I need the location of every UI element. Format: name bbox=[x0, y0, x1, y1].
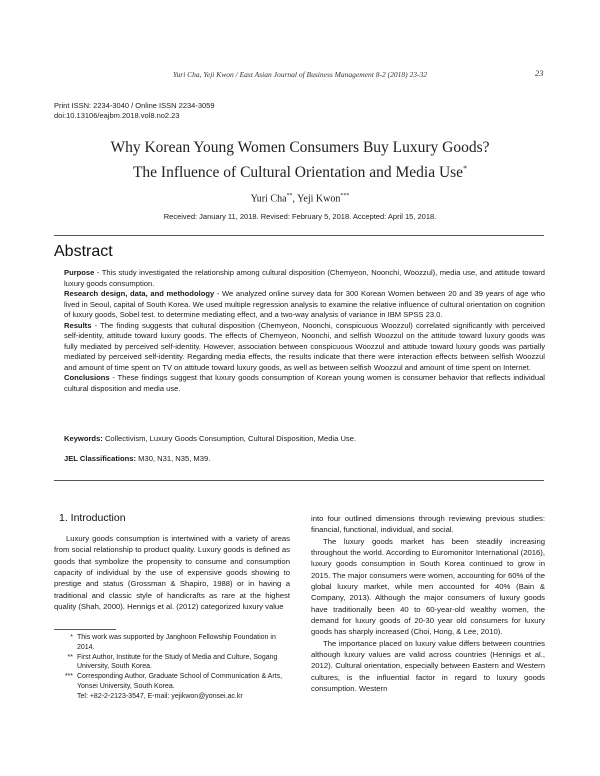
intro-paragraph-2: The luxury goods market has been steadily increasing throughout the world. According to Euromonitor International (2016), luxury goods consumption in South Korea continued to grow in 2015. The major consumers were women, accounting for 60% of the global luxury market, while men accounted for 40% (Bain & Company, 2013). Although the major consumers of luxury goods have traditionally been 40 to 60-year-old wealthy women, the demand for luxury goods of 20-30 year old consumers for luxury goods has sharply increased (Choi, Hong, & Lee, 2010). bbox=[311, 536, 545, 637]
issn-block bbox=[54, 101, 215, 120]
title-line-1: Why Korean Young Women Consumers Buy Luxury Goods? bbox=[110, 139, 490, 156]
footnote-rule bbox=[54, 629, 116, 630]
received-dates: Received: January 11, 2018. Revised: February 5, 2018. Accepted: April 15, 2018. bbox=[163, 212, 437, 221]
intro-paragraph-3: The importance placed on luxury value differs between countries although luxury values are valid across countries (Hennigs et al., 2012). Cultural orientation, especially between Eastern and Western cultures, is the influential factor in regard to luxury goods consumption. Western bbox=[311, 638, 545, 694]
footnote-text: This work was supported by Janghoon Fellowship Foundation in 2014. bbox=[77, 634, 276, 651]
author-2-mark: *** bbox=[340, 193, 350, 199]
results-text: - The finding suggests that cultural disposition (Chemyeon, Noonchi, conspicuous Woozzul) correlated significantly with perceived self-identity, attitude toward luxury goods. The effects of Chemyeon, Noonchi, and selfish Woozzul on the attitude toward luxury goods was fully mediated by perceived self-identity. However, association between conspicuous Woozzul and attitude toward luxury goods was partially mediated by perceived self-identity. Regarding media effects, the results indicate that there were interaction effects between selfish Woozzul and amount of time spent on TV on attitude toward luxury goods, as well as between selfish Woozzul and amount of time spent on Internet. bbox=[64, 320, 545, 372]
abstract-conclusions bbox=[64, 373, 545, 394]
design-label: Research design, data, and methodology bbox=[64, 289, 215, 299]
intro-paragraph-1: Luxury goods consumption is intertwined with a variety of areas from social relationship to product quality. Luxury goods is defined as goods that symbolize the propensity to consume and consumption capacity of individual by the use of expensive goods showing to prestige and status (Grossman & Shapiro, 1988) or in having a traditional and classic style of handicrafts as rare at the highest quality (Shah, 2000). Hennigs et al. (2012) categorized luxury value bbox=[54, 534, 290, 612]
issn-line: Print ISSN: 2234-3040 / Online ISSN 2234-3059 bbox=[54, 101, 215, 110]
footnote-mark: *** bbox=[64, 673, 73, 680]
footnote-text: Corresponding Author, Graduate School of Communication & Arts, Yonsei University, South Korea. bbox=[77, 673, 283, 690]
page-number: 23 bbox=[535, 68, 544, 78]
footnote-funding bbox=[60, 633, 292, 653]
abstract-body bbox=[64, 268, 545, 395]
abstract-top-rule bbox=[54, 235, 544, 236]
jel-label: JEL Classifications: bbox=[64, 454, 137, 463]
author-1-mark: ** bbox=[286, 193, 293, 199]
intro-paragraph-1-continued: into four outlined dimensions through reviewing previous studies: financial, functional, individual, and social. bbox=[311, 514, 545, 535]
design-text: - We analyzed online survey data for 300 Korean Women between 20 and 39 years of age who lived in Seoul, capital of South Korea. We used multiple regression analysis to examine the relative influence of cultural orientation on cognition of luxury goods, Sobel test. to determine mediating effect, and a two-way analysis of variance in IBM SPSS 23.0. bbox=[64, 289, 546, 320]
author-separator: , bbox=[292, 193, 298, 205]
footnote-text: Tel: +82-2-2123-3547, E-mail: yejikwon@yonsei.ac.kr bbox=[77, 692, 243, 700]
conclusions-text: - These findings suggest that luxury goods consumption of Korean young women is consumer behavior that reflects individual cultural disposition and media use. bbox=[64, 373, 545, 394]
purpose-label: Purpose bbox=[64, 268, 95, 277]
conclusions-label: Conclusions bbox=[64, 373, 110, 383]
author-1: Yuri Cha bbox=[250, 193, 287, 205]
jel-classifications bbox=[64, 454, 545, 463]
running-head: Yuri Cha, Yeji Kwon / East Asian Journal of Business Management 8-2 (2018) 23-32 bbox=[173, 70, 427, 79]
footnote-corresponding-author bbox=[60, 672, 292, 692]
results-label: Results bbox=[64, 320, 92, 330]
abstract-purpose bbox=[64, 268, 545, 289]
keywords bbox=[64, 434, 545, 443]
footnote-mark bbox=[60, 692, 77, 702]
keywords-label: Keywords: bbox=[64, 434, 103, 443]
footnote-contact bbox=[60, 692, 292, 702]
jel-text: M30, N31, N35, M39. bbox=[136, 454, 211, 463]
footnote-mark: ** bbox=[67, 653, 73, 661]
abstract-results bbox=[64, 321, 545, 374]
footnote-text: First Author, Institute for the Study of Media and Culture, Sogang University, South Korea. bbox=[77, 653, 278, 671]
purpose-text: - This study investigated the relationship among cultural disposition (Chemyeon, Noonchi, Woozzul), media use, and attitude toward luxury goods consumption. bbox=[64, 268, 545, 288]
authors bbox=[60, 193, 540, 204]
keywords-text: Collectivism, Luxury Goods Consumption, Cultural Disposition, Media Use. bbox=[102, 434, 357, 443]
doi-line: doi:10.13106/eajbm.2018.vol8.no2.23 bbox=[54, 110, 180, 120]
author-2: Yeji Kwon bbox=[297, 193, 341, 205]
paper-title bbox=[60, 137, 540, 183]
abstract-bottom-rule bbox=[54, 480, 544, 481]
title-line-2 bbox=[60, 158, 540, 183]
abstract-design bbox=[64, 289, 545, 321]
introduction-heading: 1. Introduction bbox=[59, 512, 126, 524]
footnote-first-author bbox=[60, 653, 292, 673]
title-footnote-mark: * bbox=[463, 164, 468, 173]
left-column bbox=[54, 533, 290, 612]
title-line-2-text: The Influence of Cultural Orientation and Media Use bbox=[132, 164, 464, 182]
footnote-mark: * bbox=[70, 634, 73, 641]
footnotes bbox=[60, 633, 292, 701]
right-column bbox=[311, 513, 545, 695]
abstract-heading: Abstract bbox=[54, 243, 113, 260]
